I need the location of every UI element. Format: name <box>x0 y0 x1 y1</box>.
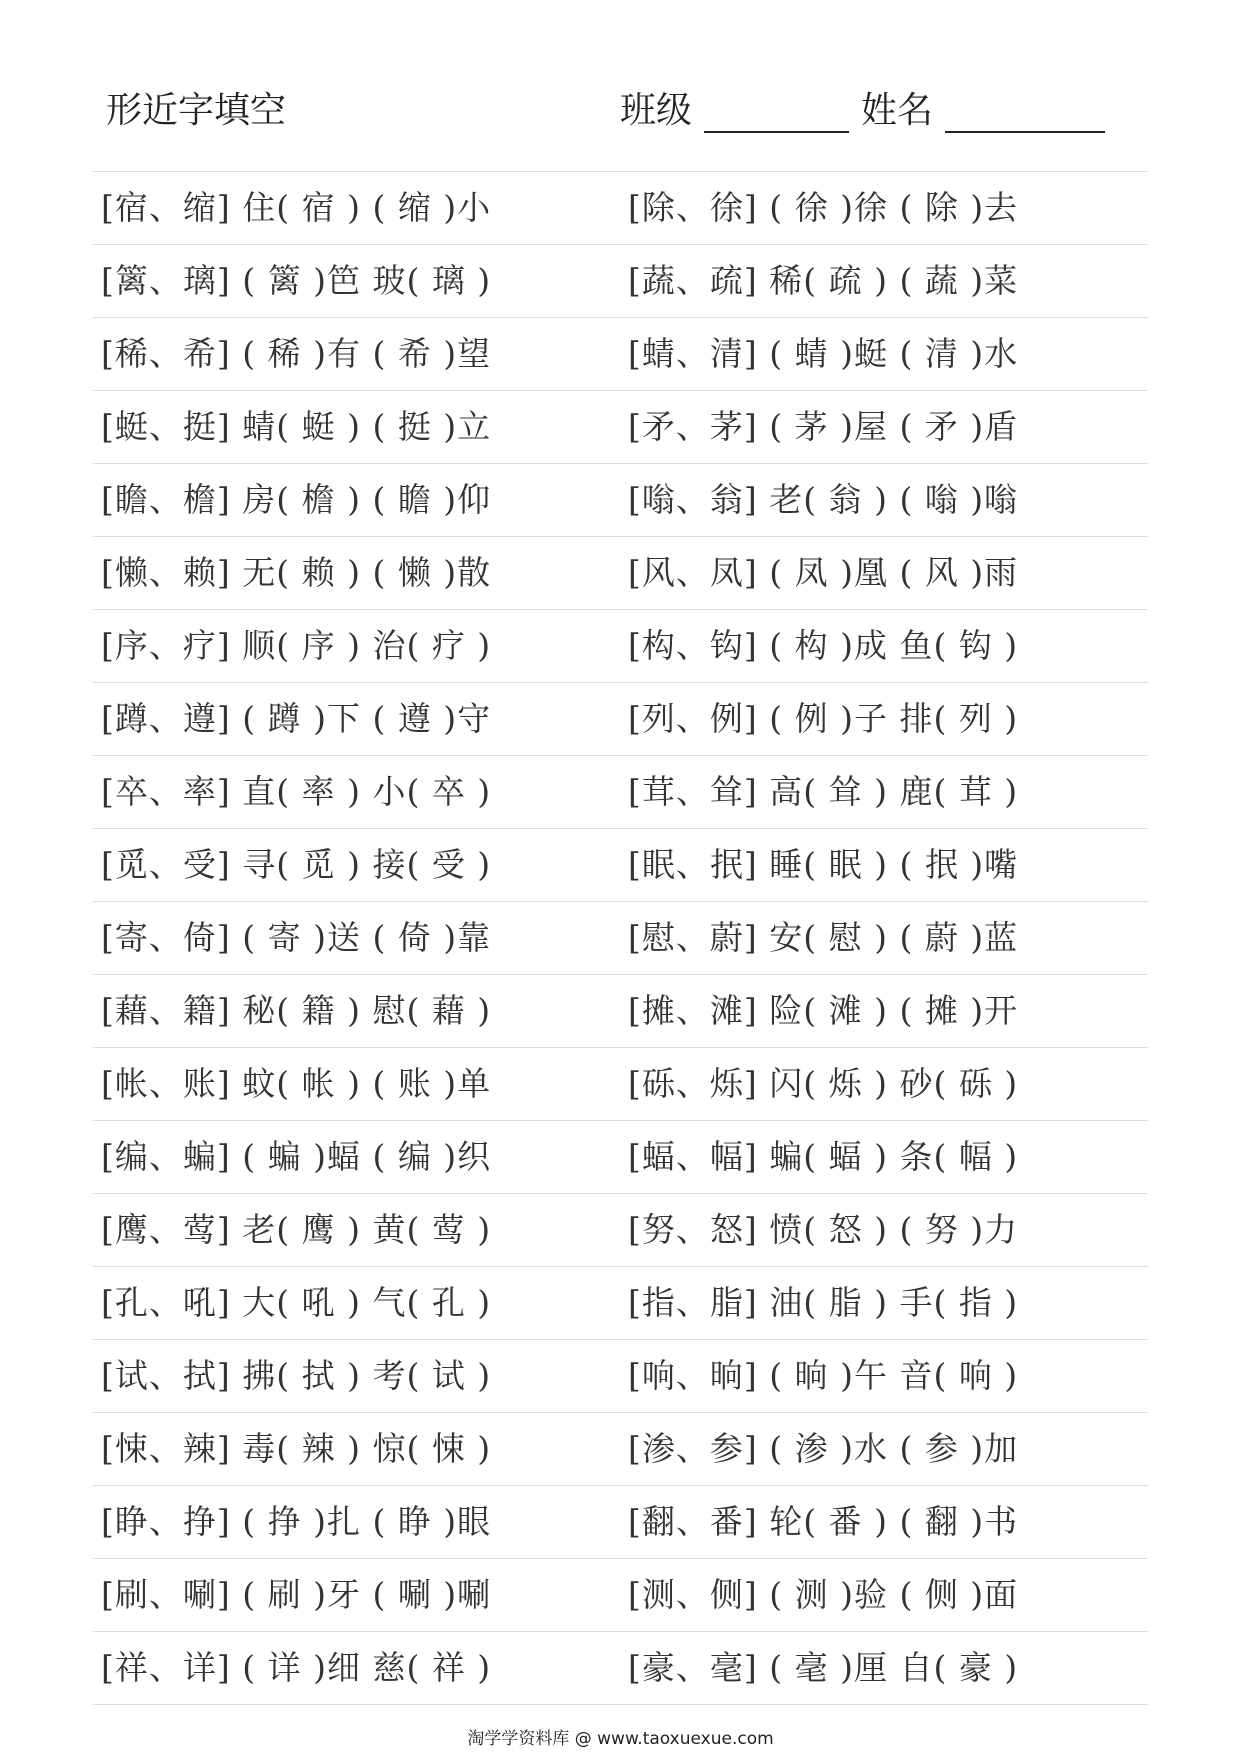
exercise-right: [嗡、翁] 老( 翁 ) ( 嗡 )嗡 <box>628 480 1019 519</box>
worksheet-title: 形近字填空 <box>106 90 287 131</box>
exercise-row <box>93 1412 1148 1485</box>
exercise-left: [瞻、檐] 房( 檐 ) ( 瞻 )仰 <box>101 480 492 519</box>
exercise-right: [列、例] ( 例 )子 排( 列 ) <box>628 699 1019 738</box>
exercise-left: [睁、挣] ( 挣 )扎 ( 睁 )眼 <box>101 1502 492 1541</box>
name-blank-line[interactable] <box>945 93 1105 133</box>
footer-watermark: 淘学学资料库 @ www.taoxuexue.com <box>467 1729 774 1749</box>
exercise-right: [矛、茅] ( 茅 )屋 ( 矛 )盾 <box>628 407 1019 446</box>
exercise-left: [稀、希] ( 稀 )有 ( 希 )望 <box>101 334 492 373</box>
exercise-left: [编、蝙] ( 蝙 )蝠 ( 编 )织 <box>101 1137 492 1176</box>
exercise-row <box>93 609 1148 682</box>
exercise-right: [茸、耸] 高( 耸 ) 鹿( 茸 ) <box>628 772 1019 811</box>
exercise-left: [觅、受] 寻( 觅 ) 接( 受 ) <box>101 845 492 884</box>
exercise-left: [宿、缩] 住( 宿 ) ( 缩 )小 <box>101 188 492 227</box>
exercise-row <box>93 828 1148 901</box>
class-label: 班级 <box>620 90 693 131</box>
exercise-row <box>93 390 1148 463</box>
exercise-right: [渗、参] ( 渗 )水 ( 参 )加 <box>628 1429 1019 1468</box>
exercise-row <box>93 1047 1148 1120</box>
exercise-right: [指、脂] 油( 脂 ) 手( 指 ) <box>628 1283 1019 1322</box>
exercise-row <box>93 463 1148 536</box>
exercise-right: [风、凤] ( 凤 )凰 ( 风 )雨 <box>628 553 1019 592</box>
exercise-left: [寄、倚] ( 寄 )送 ( 倚 )靠 <box>101 918 492 957</box>
name-label: 姓名 <box>861 90 934 131</box>
exercise-right: [蝠、幅] 蝙( 蝠 ) 条( 幅 ) <box>628 1137 1019 1176</box>
exercise-row <box>93 1339 1148 1412</box>
exercise-right: [响、晌] ( 晌 )午 音( 响 ) <box>628 1356 1019 1395</box>
exercise-left: [祥、详] ( 详 )细 慈( 祥 ) <box>101 1648 492 1687</box>
class-blank-line[interactable] <box>704 93 849 133</box>
exercise-row <box>93 755 1148 828</box>
exercise-right: [翻、番] 轮( 番 ) ( 翻 )书 <box>628 1502 1019 1541</box>
exercise-right: [努、怒] 愤( 怒 ) ( 努 )力 <box>628 1210 1019 1249</box>
exercise-row <box>93 317 1148 390</box>
exercise-left: [懒、赖] 无( 赖 ) ( 懒 )散 <box>101 553 492 592</box>
exercise-left: [篱、璃] ( 篱 )笆 玻( 璃 ) <box>101 261 492 300</box>
exercise-row <box>93 536 1148 609</box>
exercise-left: [孔、吼] 大( 吼 ) 气( 孔 ) <box>101 1283 492 1322</box>
exercise-table <box>93 171 1148 1705</box>
exercise-row <box>93 1485 1148 1558</box>
exercise-row <box>93 171 1148 244</box>
exercise-left: [帐、账] 蚊( 帐 ) ( 账 )单 <box>101 1064 492 1103</box>
exercise-right: [砾、烁] 闪( 烁 ) 砂( 砾 ) <box>628 1064 1019 1103</box>
exercise-row <box>93 1558 1148 1631</box>
exercise-left: [鹰、莺] 老( 鹰 ) 黄( 莺 ) <box>101 1210 492 1249</box>
exercise-left: [蜓、挺] 蜻( 蜓 ) ( 挺 )立 <box>101 407 492 446</box>
exercise-row <box>93 682 1148 755</box>
exercise-left: [悚、辣] 毒( 辣 ) 惊( 悚 ) <box>101 1429 492 1468</box>
exercise-row <box>93 901 1148 974</box>
exercise-left: [刷、唰] ( 刷 )牙 ( 唰 )唰 <box>101 1575 492 1614</box>
exercise-right: [摊、滩] 险( 滩 ) ( 摊 )开 <box>628 991 1019 1030</box>
exercise-right: [蔬、疏] 稀( 疏 ) ( 蔬 )菜 <box>628 261 1019 300</box>
exercise-right: [眠、抿] 睡( 眠 ) ( 抿 )嘴 <box>628 845 1019 884</box>
exercise-row <box>93 1193 1148 1266</box>
worksheet-header <box>0 72 1241 132</box>
exercise-right: [慰、蔚] 安( 慰 ) ( 蔚 )蓝 <box>628 918 1019 957</box>
exercise-left: [试、拭] 拂( 拭 ) 考( 试 ) <box>101 1356 492 1395</box>
exercise-right: [蜻、清] ( 蜻 )蜓 ( 清 )水 <box>628 334 1019 373</box>
exercise-right: [除、徐] ( 徐 )徐 ( 除 )去 <box>628 188 1019 227</box>
exercise-right: [豪、毫] ( 毫 )厘 自( 豪 ) <box>628 1648 1019 1687</box>
exercise-left: [卒、率] 直( 率 ) 小( 卒 ) <box>101 772 492 811</box>
student-info <box>620 82 1105 133</box>
exercise-row <box>93 244 1148 317</box>
exercise-left: [序、疗] 顺( 序 ) 治( 疗 ) <box>101 626 492 665</box>
exercise-row <box>93 974 1148 1047</box>
exercise-row <box>93 1120 1148 1193</box>
exercise-right: [构、钩] ( 构 )成 鱼( 钩 ) <box>628 626 1019 665</box>
exercise-row <box>93 1266 1148 1339</box>
exercise-right: [测、侧] ( 测 )验 ( 侧 )面 <box>628 1575 1019 1614</box>
exercise-left: [蹲、遵] ( 蹲 )下 ( 遵 )守 <box>101 699 492 738</box>
exercise-row <box>93 1631 1148 1705</box>
exercise-left: [藉、籍] 秘( 籍 ) 慰( 藉 ) <box>101 991 492 1030</box>
